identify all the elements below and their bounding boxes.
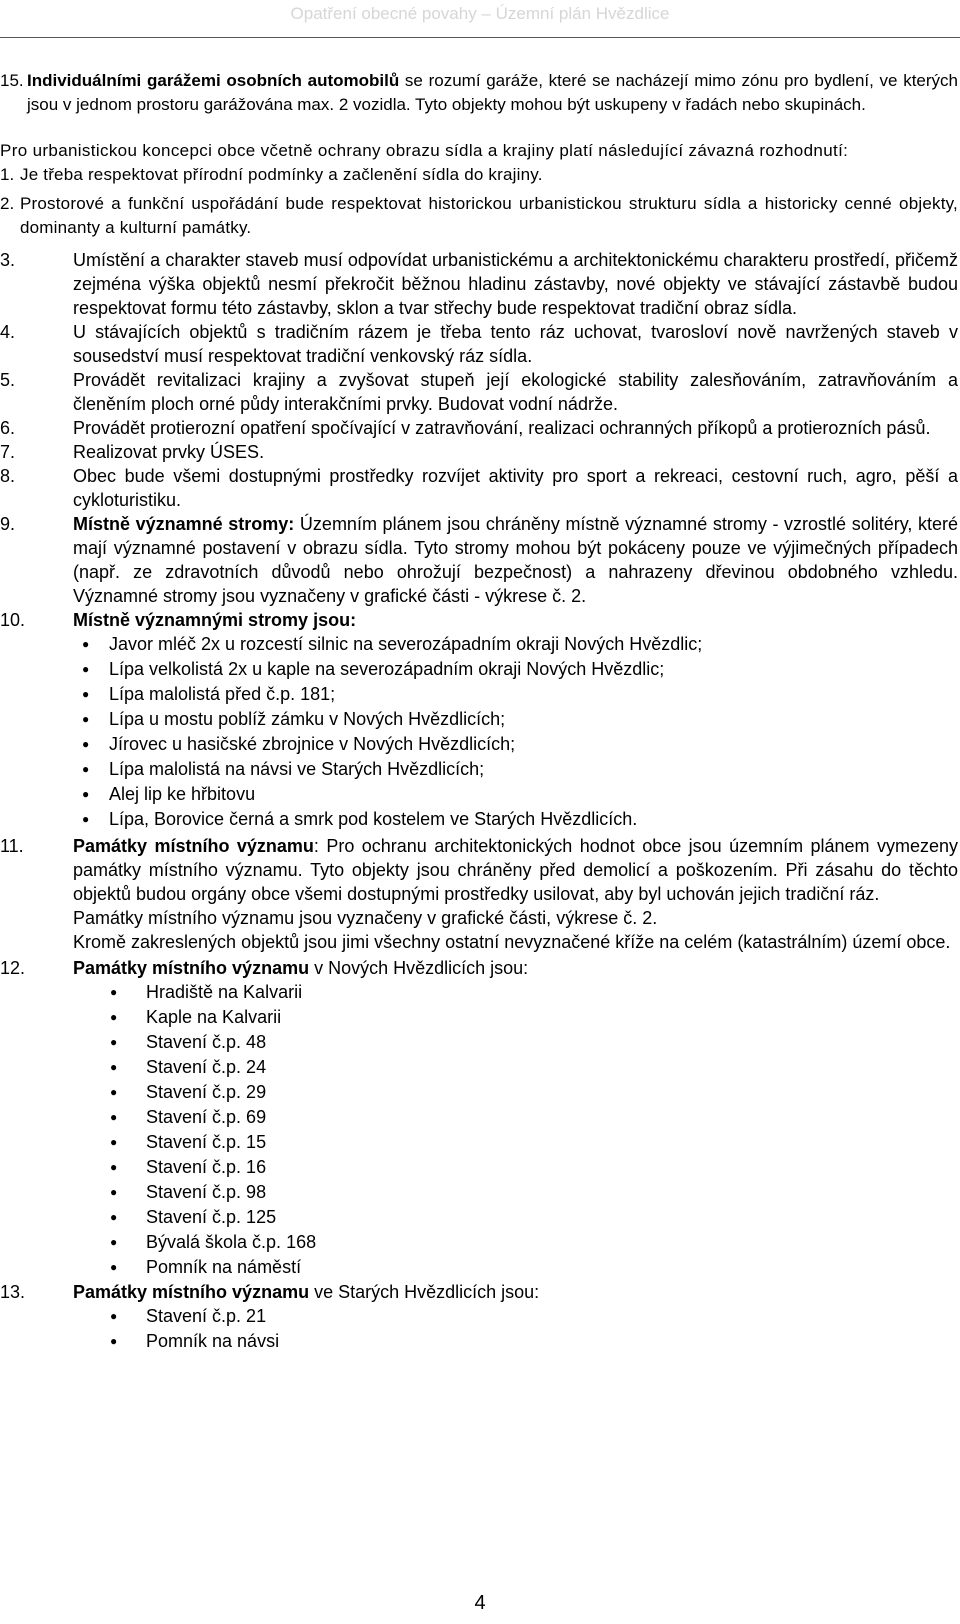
sp-list — [0, 163, 958, 240]
item-number: 12. — [0, 958, 26, 978]
item-text — [73, 608, 958, 632]
item-bold-term: Individuálními garážemi osobních automobilů — [27, 71, 400, 90]
item-bold-term: Památky místního významu — [73, 1282, 310, 1302]
item-10 — [0, 608, 958, 632]
item-text: Realizovat prvky ÚSES. — [73, 442, 265, 462]
bullet-dot-icon: ● — [110, 1235, 118, 1249]
item-11-para3: Kromě zakreslených objektů jsou jimi všechny ostatní nevyznačené kříže na celém (katastrálním) území obce. — [73, 932, 951, 952]
bullet-dot-icon: ● — [82, 662, 90, 676]
list-item: ● Pomník na náměstí — [110, 1257, 302, 1277]
bullet-dot-icon: ● — [82, 737, 90, 751]
monuments-new-list — [0, 980, 958, 1280]
item-bold-term: Památky místního významu — [73, 958, 310, 978]
item-text: U stávajících objektů s tradičním rázem je třeba tento ráz uchovat, tvarosloví nově navržených staveb v sousedství musí respektovat tradiční venkovský ráz sídla. — [73, 322, 958, 366]
document-body — [0, 69, 958, 1354]
item-number: 11. — [0, 836, 24, 856]
item-text: Prostorové a funkční uspořádání bude respektovat historickou urbanistickou strukturu sídla a historicky cenné objekty, dominanty a kulturní památky. — [20, 194, 958, 237]
header-rule — [0, 37, 960, 38]
list-item: ● Stavení č.p. 98 — [110, 1182, 267, 1202]
item-number: 7. — [0, 442, 16, 462]
bullet-dot-icon: ● — [110, 1185, 118, 1199]
list-item: ● Lípa u mostu poblíž zámku v Nových Hvězdlicích; — [82, 709, 506, 729]
list-item: ● Lípa malolistá na návsi ve Starých Hvězdlicích; — [82, 759, 485, 779]
bullet-dot-icon: ● — [110, 1110, 118, 1124]
bullet-dot-icon: ● — [82, 637, 90, 651]
list-item: ● Lípa, Borovice černá a smrk pod kostelem ve Starých Hvězdlicích. — [82, 809, 638, 829]
list-item: ● Jírovec u hasičské zbrojnice v Nových Hvězdlicích; — [82, 734, 516, 754]
bullet-dot-icon: ● — [110, 1210, 118, 1224]
bullet-dot-icon: ● — [110, 1334, 118, 1348]
item-text: Provádět revitalizaci krajiny a zvyšovat stupeň její ekologické stability zalesňováním, zatravňováním a členěním ploch orné půdy interakčními prvky. Budovat vodní nádrže. — [73, 370, 958, 414]
item-13 — [0, 1280, 958, 1304]
list-item: ● Bývalá škola č.p. 168 — [110, 1232, 317, 1252]
item-4 — [0, 320, 958, 368]
item-7 — [0, 440, 958, 464]
item-1 — [0, 163, 958, 187]
list-item: ● Alej lip ke hřbitovu — [82, 784, 256, 804]
list-item: ● Stavení č.p. 15 — [110, 1132, 267, 1152]
bullet-dot-icon: ● — [110, 1085, 118, 1099]
item-text: Provádět protierozní opatření spočívající v zatravňování, realizaci ochranných příkopů a protierozních pásů. — [73, 418, 931, 438]
trees-list — [0, 632, 958, 832]
item-number: 3. — [0, 250, 16, 270]
item-text — [27, 69, 958, 117]
bullet-dot-icon: ● — [110, 1060, 118, 1074]
item-body: ve Starých Hvězdlicích jsou: — [309, 1282, 540, 1302]
item-body: se rozumí garáže, které se nacházejí mimo zónu pro bydlení, ve kterých jsou v jednom prostoru garážována max. 2 vozidla. Tyto objekty mohou být uskupeny v řadách nebo skupinách. — [27, 71, 958, 114]
item-2 — [0, 192, 958, 240]
item-5 — [0, 368, 958, 416]
page-header: Opatření obecné povahy – Územní plán Hvězdlice — [290, 4, 670, 23]
item-8 — [0, 464, 958, 512]
item-number: 13. — [0, 1282, 26, 1302]
item-body: : Pro ochranu architektonických hodnot obce jsou územním plánem vymezeny památky místního významu. Tyto objekty jsou chráněny před demolicí a poškozením. Při zásahu do těchto objektů budou orgány obce všemi dostupnými prostředky usilovat, aby byl uchován jejich tradiční ráz. — [73, 836, 958, 904]
bullet-dot-icon: ● — [110, 985, 118, 999]
bullet-dot-icon: ● — [82, 812, 90, 826]
item-number: 15. — [0, 71, 24, 90]
intro-paragraph: Pro urbanistickou koncepci obce včetně ochrany obrazu sídla a krajiny platí následující závazná rozhodnutí: — [0, 141, 849, 160]
list-item: ● Stavení č.p. 69 — [110, 1107, 267, 1127]
item-bold-term: Památky místního významu — [73, 836, 314, 856]
bullet-dot-icon: ● — [110, 1035, 118, 1049]
item-text: Je třeba respektovat přírodní podmínky a začlenění sídla do krajiny. — [20, 165, 543, 184]
page-number: 4 — [474, 1592, 486, 1614]
item-12 — [0, 956, 958, 980]
bullet-dot-icon: ● — [110, 1135, 118, 1149]
item-text: Umístění a charakter staveb musí odpovídat urbanistickému a architektonickému charakteru prostředí, přičemž zejména výška objektů nesmí překročit běžnou hladinu zástavby, nové objekty ve stávající zástavbě budou respektovat formu této zástavby, sklon a tvar střechy bude respektovat tradiční obraz sídla. — [73, 250, 958, 318]
item-3 — [0, 248, 958, 320]
item-text — [73, 834, 958, 906]
bullet-dot-icon: ● — [82, 687, 90, 701]
item-number: 9. — [0, 514, 16, 534]
bullet-dot-icon: ● — [110, 1010, 118, 1024]
bullet-dot-icon: ● — [82, 712, 90, 726]
list-item: ● Javor mléč 2x u rozcestí silnic na severozápadním okraji Nových Hvězdlic; — [82, 634, 703, 654]
monuments-old-list — [0, 1304, 958, 1354]
list-item: ● Hradiště na Kalvarii — [110, 982, 303, 1002]
item-9 — [0, 512, 958, 608]
bullet-dot-icon: ● — [82, 787, 90, 801]
item-body: v Nových Hvězdlicích jsou: — [309, 958, 529, 978]
bullet-dot-icon: ● — [110, 1309, 118, 1323]
item-text — [73, 512, 958, 608]
item-body: Územním plánem jsou chráněny místně významné stromy - vzrostlé solitéry, které mají významné postavení v obrazu sídla. Tyto stromy mohou být pokáceny pouze ve výjimečných případech (např. ze zdravotních důvodů nebo ohrožují bezpečnost) a nahrazeny dřevinou obdobného vzhledu. Významné stromy jsou vyznačeny v grafické části - výkrese č. 2. — [73, 514, 959, 606]
item-text: Obec bude všemi dostupnými prostředky rozvíjet aktivity pro sport a rekreaci, cestovní ruch, agro, pěší a cykloturistiku. — [73, 466, 958, 510]
item-6 — [0, 416, 958, 440]
item-bold-term: Místně významné stromy: — [73, 514, 295, 534]
list-item: ● Lípa velkolistá 2x u kaple na severozápadním okraji Nových Hvězdlic; — [82, 659, 665, 679]
list-item: ● Stavení č.p. 48 — [110, 1032, 267, 1052]
bullet-dot-icon: ● — [82, 762, 90, 776]
item-text — [73, 956, 958, 980]
item-15 — [0, 69, 958, 117]
list-item: ● Lípa malolistá před č.p. 181; — [82, 684, 336, 704]
list-item: ● Pomník na návsi — [110, 1331, 280, 1351]
item-bold-term: Místně významnými stromy jsou: — [73, 610, 357, 630]
item-number: 1. — [0, 165, 15, 184]
list-item: ● Stavení č.p. 16 — [110, 1157, 267, 1177]
item-number: 10. — [0, 610, 26, 630]
item-number: 6. — [0, 418, 16, 438]
bullet-dot-icon: ● — [110, 1160, 118, 1174]
list-item: ● Stavení č.p. 21 — [110, 1306, 267, 1326]
list-item: ● Stavení č.p. 24 — [110, 1057, 267, 1077]
rules-list — [0, 248, 958, 1354]
item-11-para2: Památky místního významu jsou vyznačeny v grafické části, výkrese č. 2. — [73, 908, 658, 928]
bullet-dot-icon: ● — [110, 1260, 118, 1274]
item-number: 4. — [0, 322, 16, 342]
item-text — [73, 1280, 958, 1304]
item-number: 8. — [0, 466, 16, 486]
list-item: ● Stavení č.p. 29 — [110, 1082, 267, 1102]
item-number: 5. — [0, 370, 16, 390]
list-item: ● Stavení č.p. 125 — [110, 1207, 277, 1227]
item-11 — [0, 834, 958, 906]
item-number: 2. — [0, 194, 15, 213]
list-item: ● Kaple na Kalvarii — [110, 1007, 282, 1027]
